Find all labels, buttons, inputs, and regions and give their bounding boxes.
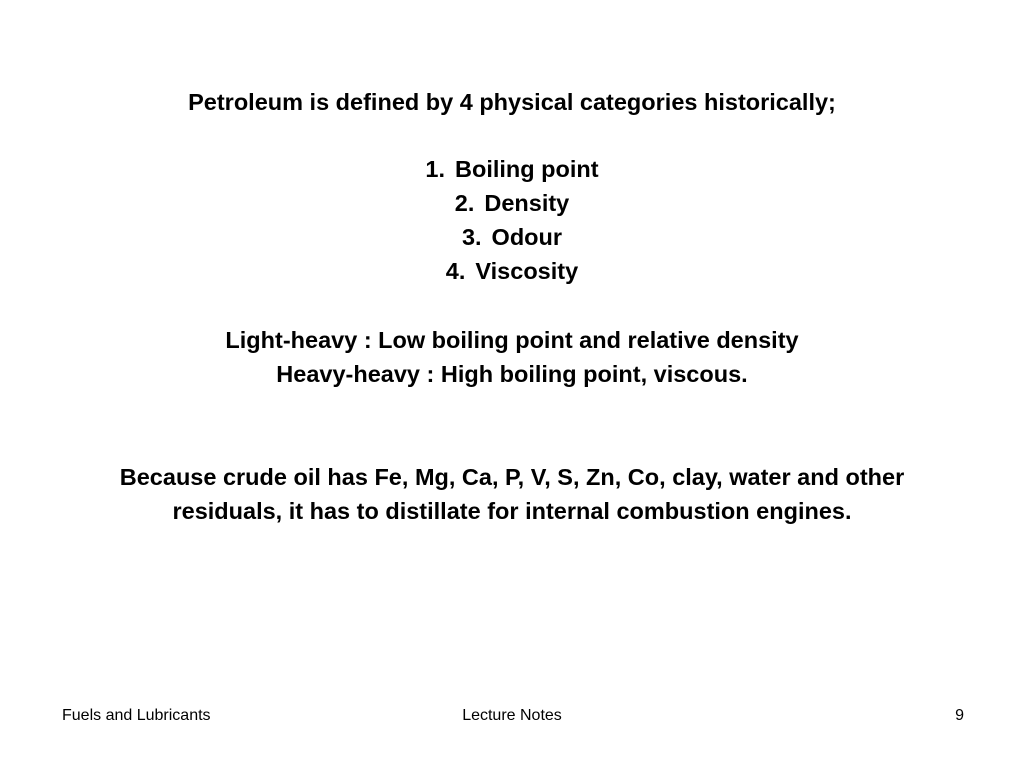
category-number: 2.: [454, 190, 475, 216]
category-label: Odour: [491, 224, 563, 250]
footer-title: Fuels and Lubricants: [62, 707, 211, 724]
category-item-2: [0, 186, 1024, 220]
category-label: Density: [484, 190, 570, 216]
category-label: Viscosity: [475, 258, 579, 284]
category-number: 1.: [425, 156, 446, 182]
footer-center-text: Lecture Notes: [462, 707, 562, 724]
category-number: 4.: [445, 258, 466, 284]
slide-heading: Petroleum is defined by 4 physical categories historically;: [188, 89, 836, 115]
category-label: Boiling point: [455, 156, 599, 182]
paragraph-line-2: residuals, it has to distillate for internal combustion engines.: [172, 498, 852, 524]
category-item-3: [0, 220, 1024, 254]
category-item-4: [0, 254, 1024, 288]
definition-heavy-heavy: Heavy-heavy : High boiling point, viscous.: [276, 361, 748, 387]
category-number: 3.: [461, 224, 482, 250]
definition-light-heavy: Light-heavy : Low boiling point and relative density: [225, 327, 799, 353]
category-item-1: [0, 152, 1024, 186]
page-number: 9: [955, 707, 964, 724]
paragraph-line-1: Because crude oil has Fe, Mg, Ca, P, V, S, Zn, Co, clay, water and other: [119, 464, 905, 490]
